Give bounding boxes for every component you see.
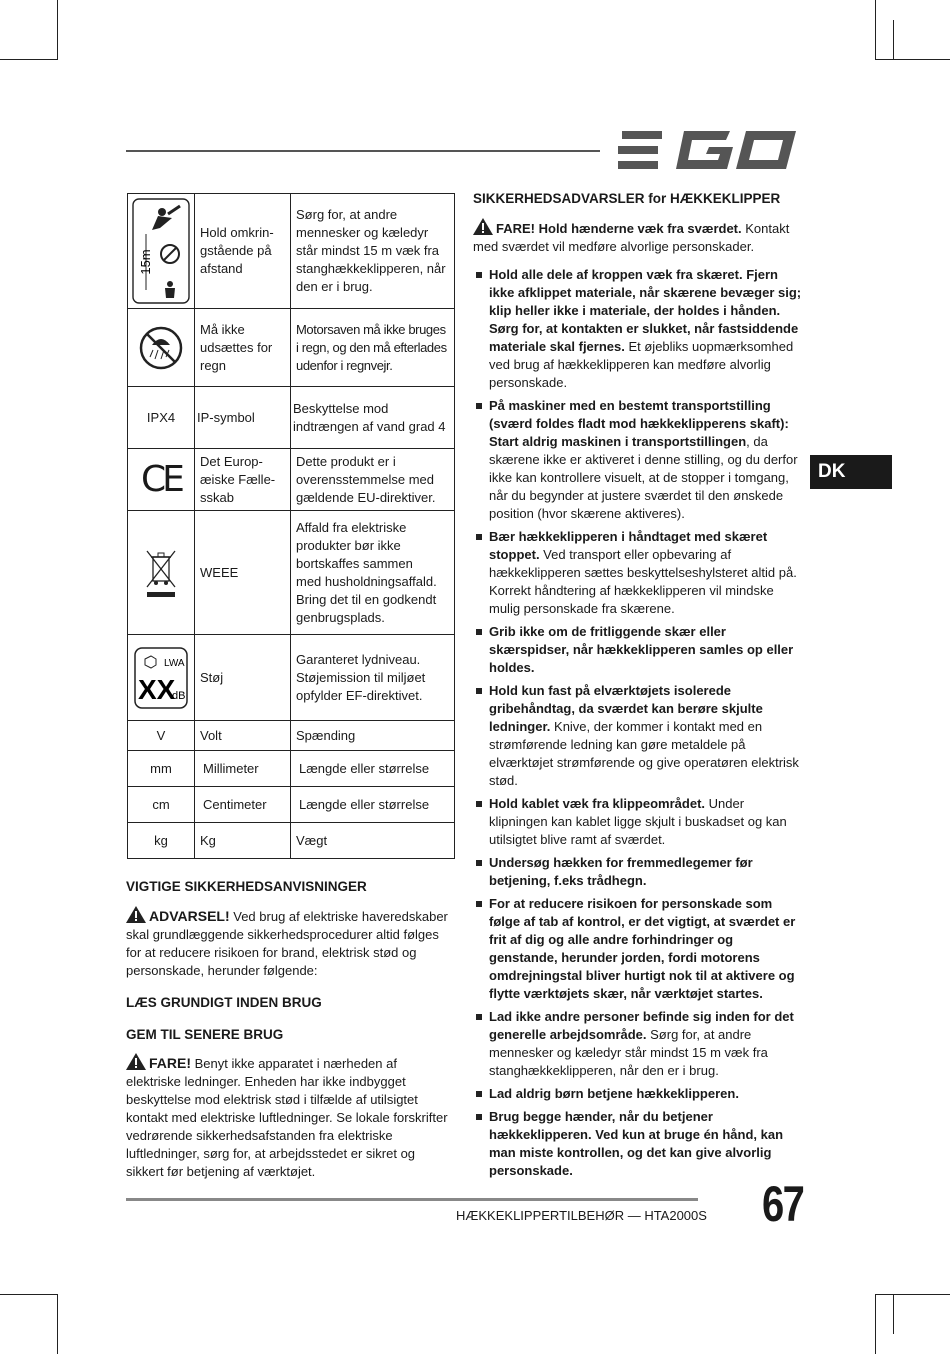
- bullet-bold: Hold kablet væk fra klippeområdet.: [489, 796, 706, 811]
- table-row: [128, 751, 455, 787]
- symbol-text: IPX4: [128, 387, 195, 449]
- symbol-cell: [128, 194, 195, 309]
- crop-mark: [893, 20, 894, 60]
- bullet-bold: Lad aldrig børn betjene hækkeklipperen.: [489, 1086, 739, 1101]
- footer-title: HÆKKEKLIPPERTILBEHØR — HTA2000S: [456, 1208, 707, 1223]
- symbol-desc: Motorsaven må ikke bruges i regn, og den må efterlades udenfor i regnvejr.: [291, 309, 455, 387]
- section-heading: SIKKERHEDSADVARSLER for HÆKKEKLIPPER: [473, 191, 781, 206]
- list-item: [473, 795, 803, 849]
- language-tab: DK: [810, 455, 892, 489]
- crop-mark: [0, 59, 58, 60]
- symbol-name: Støj: [195, 635, 291, 721]
- crop-mark: [0, 1294, 58, 1295]
- bullet-text: Under klipningen kan kablet ligge skjult i buskadset og kan utilsigtet blive ramt af sværdet.: [489, 796, 787, 847]
- section-heading: GEM TIL SENERE BRUG: [126, 1027, 284, 1042]
- symbol-name: WEEE: [195, 511, 291, 635]
- symbol-desc: Garanteret lydniveau. Støjemission til miljøet opfylder EF-direktivet.: [291, 635, 455, 721]
- svg-text:15m: 15m: [138, 249, 153, 275]
- symbol-name: Volt: [195, 721, 291, 751]
- svg-text:XX: XX: [138, 673, 176, 705]
- bullet-bold: Bær hækkeklipperen i håndtaget med skæret stoppet.: [489, 529, 768, 562]
- danger-text: Benyt ikke apparatet i nærheden af elektriske ledninger. Enheden har ikke indbygget beskyttelse mod elektrisk stød i tilfælde af utilsigtet kontakt med elektriske luftledninger. Se lokale forskrifter vedrørende sikkerhedsafstanden fra elektriske luftledninger, sørg for, at arbejdsstedet er sikret og sikkert før betjening af værktøjet.: [126, 1056, 448, 1179]
- bullet-bold: Lad ikke andre personer befinde sig inden for det generelle arbejdsområde.: [489, 1009, 794, 1042]
- crop-mark: [875, 1294, 950, 1295]
- danger-paragraph: [473, 218, 803, 256]
- symbol-desc: Dette produkt er i overensstemmelse med gældende EU-direktiver.: [291, 449, 455, 511]
- header-rule: [126, 150, 600, 152]
- symbol-name: Må ikke udsættes for regn: [195, 309, 291, 387]
- crop-mark: [875, 59, 950, 60]
- list-item: [473, 1008, 803, 1080]
- warning-paragraph: [126, 906, 454, 980]
- bullet-bold: Hold kun fast på elværktøjets isolerede gribehåndtag, da sværdet kan berøre skjulte ledninger.: [489, 683, 763, 734]
- table-row: [128, 823, 455, 859]
- warning-text: Ved brug af elektriske haveredskaber skal grundlæggende sikkerhedsprocedurer altid følges for at reducere risikoen for brand, elektrisk stød og personskade, herunder følgende:: [126, 909, 448, 978]
- bullet-text: , da skærene ikke er aktiveret i denne stilling, og du derfor ikke kan kontrollere visuelt, at de stopper i tomgang, når du begynder at justere sværdet til den ønskede position (hvor skærene aktiveres).: [489, 434, 798, 521]
- list-item: [473, 528, 803, 618]
- table-row: [128, 635, 455, 721]
- symbol-desc: Længde eller størrelse: [291, 751, 455, 787]
- symbol-cell: [128, 635, 195, 721]
- danger-text: Kontakt med sværdet vil medføre alvorlige personskader.: [473, 221, 790, 254]
- symbol-name: Det Europ- æiske Fælle- sskab: [195, 449, 291, 511]
- list-item: [473, 1108, 803, 1180]
- symbol-name: IP-symbol: [195, 387, 291, 449]
- list-item: [473, 266, 803, 392]
- crop-mark: [875, 1294, 876, 1354]
- table-row: [128, 449, 455, 511]
- list-item: [473, 623, 803, 677]
- noise-level-icon: [134, 647, 188, 709]
- crop-mark: [57, 1294, 58, 1354]
- table-row: [128, 787, 455, 823]
- symbol-desc: Vægt: [291, 823, 455, 859]
- symbol-desc: Sørg for, at andre mennesker og kæledyr står mindst 15 m væk fra stanghækkeklipperen, når den er i brug.: [291, 194, 455, 309]
- bullet-bold: For at reducere risikoen for personskade som følge af tab af kontrol, er det vigtigt, at sværdet er frit af dig og alle andre forhindringer og genstande, herunder jorden, fordi motorens omdrejningstal bliver hurtigt nok til at aktivere og flytte værktøjets skær, når værktøjet startes.: [489, 896, 796, 1001]
- symbol-name: Centimeter: [195, 787, 291, 823]
- symbol-cell: [128, 511, 195, 635]
- symbol-text: cm: [128, 787, 195, 823]
- list-item: [473, 895, 803, 1003]
- table-row: [128, 511, 455, 635]
- page-number: 67: [762, 1176, 804, 1232]
- svg-text:dB: dB: [172, 689, 186, 702]
- symbol-desc: Længde eller størrelse: [291, 787, 455, 823]
- crop-mark: [893, 1294, 894, 1334]
- symbol-cell: [128, 309, 195, 387]
- symbol-table: [127, 193, 455, 859]
- table-row: [128, 387, 455, 449]
- symbol-text: mm: [128, 751, 195, 787]
- bullet-bold: Undersøg hækken for fremmedlegemer før betjening, f.eks trådhegn.: [489, 855, 753, 888]
- danger-label: FARE: [496, 221, 531, 236]
- section-heading: VIGTIGE SIKKERHEDSANVISNINGER: [126, 879, 367, 894]
- symbol-text: kg: [128, 823, 195, 859]
- list-item: [473, 682, 803, 790]
- table-row: [128, 194, 455, 309]
- bullet-text: Ved transport eller opbevaring af hækkeklipperen sættes beskyttelseshylsteret altid på. Korrekt håndtering af hækkeklipperen vil mindske mulig personskade fra skærene.: [489, 547, 797, 616]
- safety-list: [473, 266, 803, 1180]
- warning-triangle-icon: [473, 218, 493, 235]
- symbol-name: Kg: [195, 823, 291, 859]
- symbol-desc: Spænding: [291, 721, 455, 751]
- crop-mark: [875, 0, 876, 60]
- svg-text:LWA: LWA: [164, 657, 185, 669]
- no-rain-icon: [138, 325, 184, 371]
- symbol-desc: Affald fra elektriske produkter bør ikke bortskaffes sammen med husholdningsaffald. Bring det til en godkendt genbrugsplads.: [291, 511, 455, 635]
- weee-bin-icon: [143, 547, 179, 599]
- danger-paragraph: [126, 1053, 454, 1181]
- bullet-bold: Grib ikke om de fritliggende skær eller skærspidser, når hækkeklipperen samles op eller holdes.: [489, 624, 794, 675]
- footer-rule: [126, 1198, 698, 1201]
- bullet-text: Knive, der kommer i kontakt med en strømførende ledning kan gøre metaldele på elværktøjet strømførende og give operatøren elektrisk stød.: [489, 719, 799, 788]
- warning-triangle-icon: [126, 1053, 146, 1070]
- section-heading: LÆS GRUNDIGT INDEN BRUG: [126, 995, 322, 1010]
- distance-15m-icon: [132, 198, 190, 304]
- symbol-name: Millimeter: [195, 751, 291, 787]
- danger-bold: ! Hold hænderne væk fra sværdet.: [530, 221, 742, 236]
- table-row: [128, 721, 455, 751]
- warning-label: ADVARSEL!: [149, 908, 230, 924]
- right-column: [473, 190, 803, 1185]
- bullet-bold: På maskiner med en bestemt transportstilling (sværd foldes fladt mod hækkeklipperens skaft): Start aldrig maskinen i transportstillingen: [489, 398, 789, 449]
- symbol-desc: Beskyttelse mod indtrængen af vand grad 4: [291, 387, 455, 449]
- bullet-bold: Brug begge hænder, når du betjener hækkeklipperen. Ved kun at bruge én hånd, kan man miste kontrollen, og det kan give alvorlig personskade.: [489, 1109, 784, 1178]
- ce-mark-icon: CE: [128, 449, 195, 511]
- table-row: [128, 309, 455, 387]
- crop-mark: [57, 0, 58, 60]
- bullet-text: Et øjebliks uopmærksomhed ved brug af hækkeklipperen kan medføre alvorlig personskade.: [489, 339, 794, 390]
- ego-logo: [618, 128, 800, 172]
- bullet-text: Sørg for, at andre mennesker og kæledyr står mindst 15 m væk fra stanghækkeklipperen, når den er i brug.: [489, 1027, 768, 1078]
- list-item: [473, 854, 803, 890]
- list-item: [473, 1085, 803, 1103]
- danger-label: FARE!: [149, 1055, 191, 1071]
- list-item: [473, 397, 803, 523]
- warning-triangle-icon: [126, 906, 146, 923]
- left-column: [126, 878, 454, 1181]
- symbol-text: V: [128, 721, 195, 751]
- symbol-name: Hold omkrin- gstående på afstand: [195, 194, 291, 309]
- bullet-bold: Hold alle dele af kroppen væk fra skæret. Fjern ikke afklippet materiale, når skærene bevæger sig; klip heller ikke i materiale, der holdes i hånden. Sørg for, at kontakten er slukket, når fastsiddende materiale skal fjernes.: [489, 267, 802, 354]
